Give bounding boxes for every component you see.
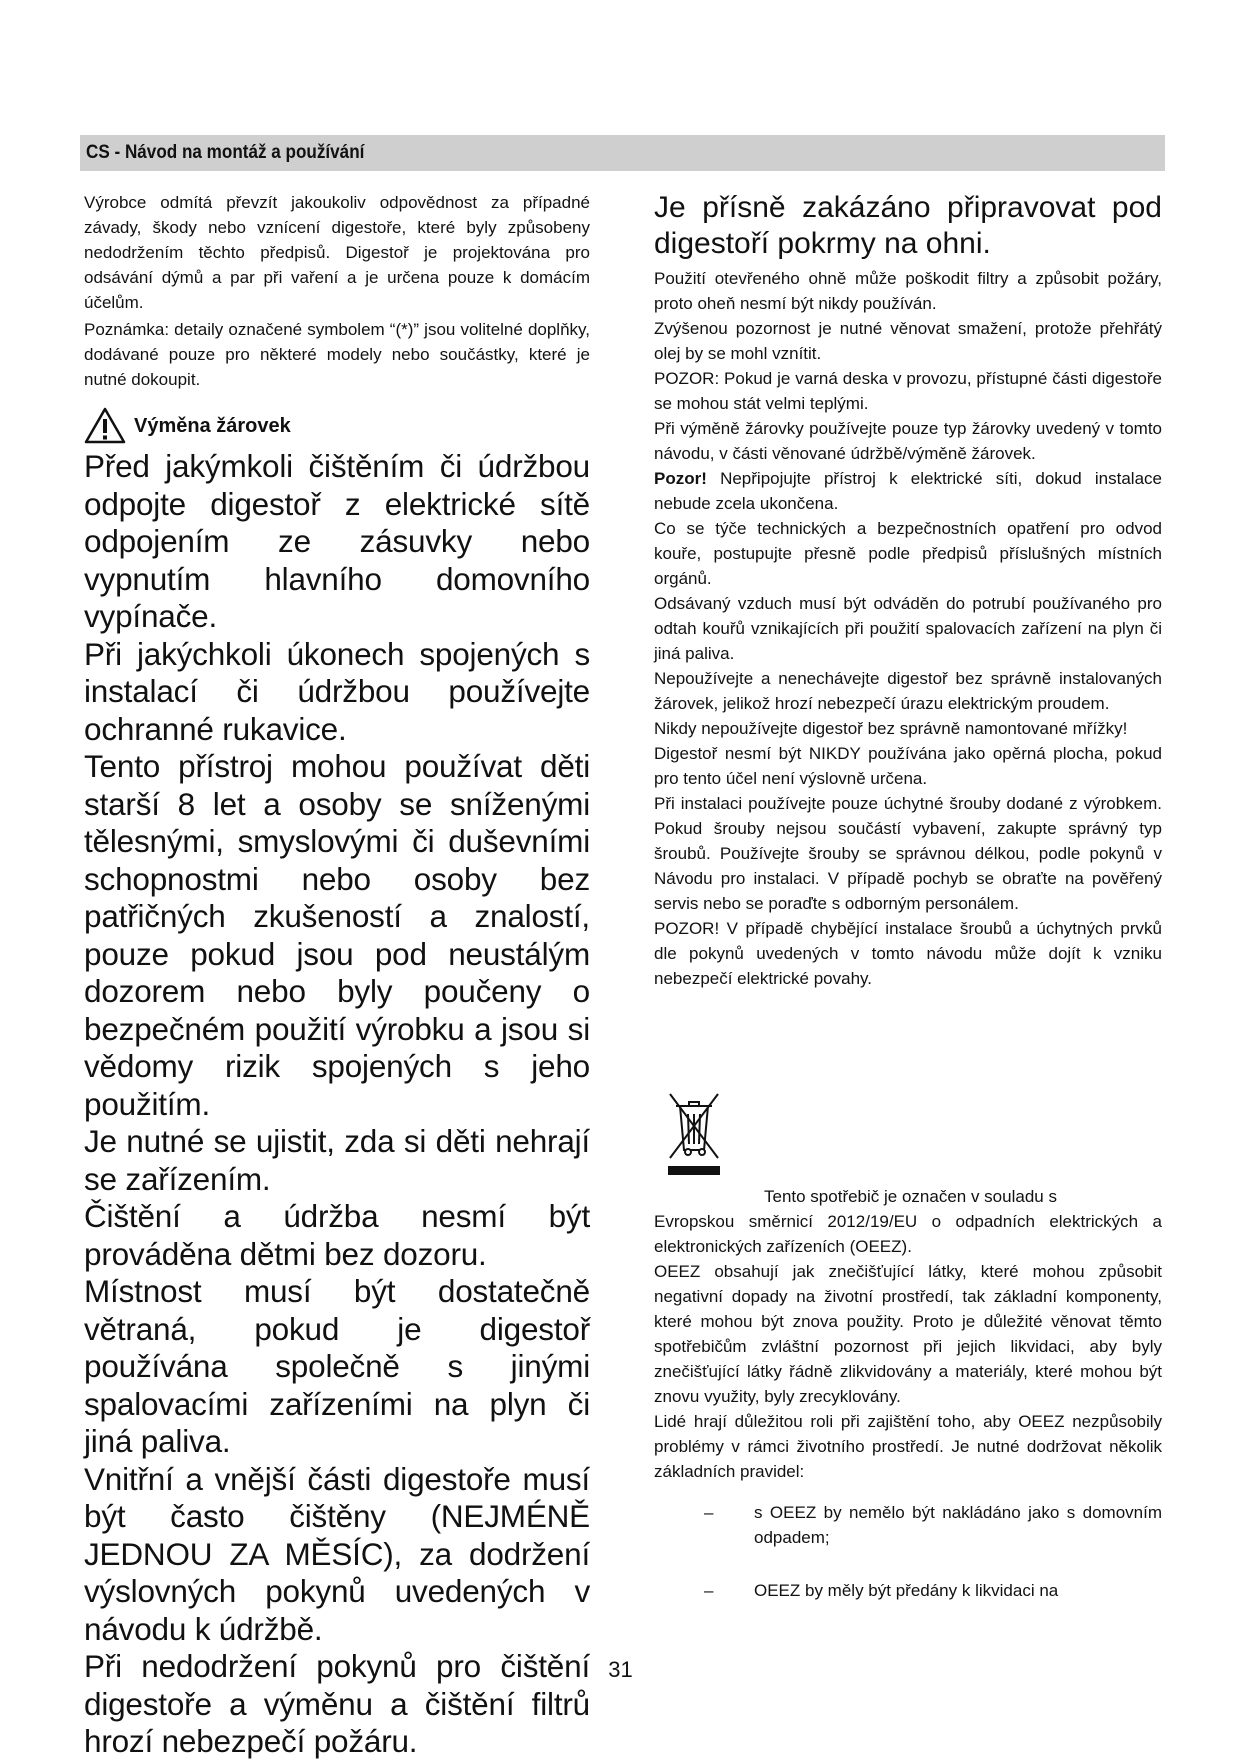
right-paragraph	[654, 466, 1162, 516]
right-column	[654, 190, 1162, 991]
safety-paragraph: Tento přístroj mohou používat děti starší 8 let a osoby se sníženými tělesnými, smyslovými či duševními schopnostmi nebo osoby bez patřičných zkušeností a znalostí, pouze pokud jsou pod neustálým dozorem nebo byly poučeny o bezpečném použití výrobku a jsou si vědomy rizik spojených s jeho použitím.	[84, 748, 590, 1122]
bullet-text: s OEEZ by nemělo být nakládáno jako s domovním odpadem;	[754, 1503, 1162, 1547]
right-paragraph: POZOR: Pokud je varná deska v provozu, přístupné části digestoře se mohou stát velmi teplými.	[654, 369, 1162, 413]
right-paragraph: Použití otevřeného ohně může poškodit filtry a způsobit požáry, proto oheň nesmí být nikdy používán.	[654, 269, 1162, 313]
page-number: 31	[608, 1657, 633, 1682]
right-paragraph: Při výměně žárovky používejte pouze typ žárovky uvedený v tomto návodu, v části věnované údržbě/výměně žárovek.	[654, 419, 1162, 463]
section-title: Výměna žárovek	[134, 414, 291, 437]
right-paragraph: Nikdy nepoužívejte digestoř bez správně namontované mřížky!	[654, 719, 1128, 738]
right-paragraph: Zvýšenou pozornost je nutné věnovat smažení, protože přehřátý olej by se mohl vznítit.	[654, 319, 1162, 363]
safety-paragraph: Při nedodržení pokynů pro čištění digestoře a výměnu a čištění filtrů hrozí nebezpečí požáru.	[84, 1648, 590, 1759]
safety-paragraph: Před jakýmkoli čištěním či údržbou odpojte digestoř z elektrické sítě odpojením ze zásuvky nebo vypnutím hlavního domovního vypínače.	[84, 448, 590, 634]
weee-paragraph: OEEZ obsahují jak znečišťující látky, které mohou způsobit negativní dopady na životní prostředí, tak základní komponenty, které mohou být znova použity. Proto je důležité věnovat těmto spotřebičům zvláštní pozornost při jejich likvidaci, aby byly znečišťující látky řádně zlikvidovány a materiály, které mohou být znovu využity, byly zrecyklovány.	[654, 1262, 1162, 1406]
weee-section	[654, 1209, 1162, 1484]
left-column	[84, 190, 590, 1761]
right-paragraph: Při instalaci používejte pouze úchytné šrouby dodané z výrobkem. Pokud šrouby nejsou součástí vybavení, zakupte správný typ šroubů. Používejte šrouby se správnou délkou, podle pokynů v Návodu pro instalaci. V případě pochyb se obraťte na pověřený servis nebo se poraďte s odborným personálem.	[654, 794, 1162, 913]
bullet-dash: –	[704, 1581, 714, 1600]
safety-paragraph: Vnitřní a vnější části digestoře musí být často čištěny (NEJMÉNĚ JEDNOU ZA MĚSÍC), za dodržení výslovných pokynů uvedených v návodu k údržbě.	[84, 1460, 590, 1647]
safety-paragraph: Místnost musí být dostatečně větraná, pokud je digestoř používána společně s jinými spalovacími zařízeními na plyn či jiná paliva.	[84, 1273, 590, 1459]
section-heading	[84, 406, 590, 446]
bullet-text: OEEZ by měly být předány k likvidaci na	[754, 1581, 1059, 1600]
note-paragraph: Poznámka: detaily označené symbolem “(*)” jsou volitelné doplňky, dodávané pouze pro některé modely nebo součástky, které je nutné dokoupit.	[84, 320, 590, 389]
weee-paragraph: Lidé hrají důležitou roli při zajištění toho, aby OEEZ nezpůsobily problémy v rámci životního prostředí. Je nutné dodržovat několik základních pravidel:	[654, 1412, 1162, 1481]
safety-paragraph: Je nutné se ujistit, zda si děti nehrají se zařízením.	[84, 1123, 590, 1197]
pozor-lead: Pozor!	[654, 469, 707, 488]
weee-note-first-line: Tento spotřebič je označen v souladu s	[764, 1187, 1057, 1206]
safety-paragraph: Čištění a údržba nesmí být prováděna dětmi bez dozoru.	[84, 1198, 590, 1272]
pozor-text: Nepřipojujte přístroj k elektrické síti, dokud instalace nebude zcela ukončena.	[654, 469, 1162, 513]
fire-warning-heading: Je přísně zakázáno připravovat pod digestoří pokrmy na ohni.	[654, 191, 1162, 260]
safety-paragraph: Při jakýchkoli úkonech spojených s instalací či údržbou používejte ochranné rukavice.	[84, 635, 590, 747]
section-header-bar	[80, 135, 1165, 171]
right-paragraph: Odsávaný vzduch musí být odváděn do potrubí používaného pro odtah kouřů vznikajících při použití spalovacích zařízení na plyn či jiná paliva.	[654, 594, 1162, 663]
right-paragraph: POZOR! V případě chybějící instalace šroubů a úchytných prvků dle pokynů uvedených v tomto návodu může dojít k vzniku nebezpečí elektrické povahy.	[654, 919, 1162, 988]
weee-paragraph: Evropskou směrnicí 2012/19/EU o odpadních elektrických a elektronických zařízeních (OEEZ).	[654, 1212, 1162, 1256]
bullet-dash: –	[704, 1503, 714, 1522]
right-paragraph: Digestoř nesmí být NIKDY používána jako opěrná plocha, pokud pro tento účel není výslovně určena.	[654, 744, 1162, 788]
intro-paragraph: Výrobce odmítá převzít jakoukoliv odpovědnost za případné závady, škody nebo vznícení digestoře, které byly způsobeny nedodržením těchto předpisů. Digestoř je projektována pro odsávání dýmů a par při vaření a je určena pouze k domácím účelům.	[84, 193, 590, 312]
warning-triangle-icon	[84, 407, 126, 445]
right-paragraph: Co se týče technických a bezpečnostních opatření pro odvod kouře, postupujte přesně podle předpisů příslušných místních orgánů.	[654, 519, 1162, 588]
crossed-bin-icon	[664, 1088, 724, 1178]
page-title: CS - Návod na montáž a používání	[86, 142, 365, 163]
right-paragraph: Nepoužívejte a nenechávejte digestoř bez správně instalovaných žárovek, jelikož hrozí nebezpečí úrazu elektrickým proudem.	[654, 669, 1162, 713]
